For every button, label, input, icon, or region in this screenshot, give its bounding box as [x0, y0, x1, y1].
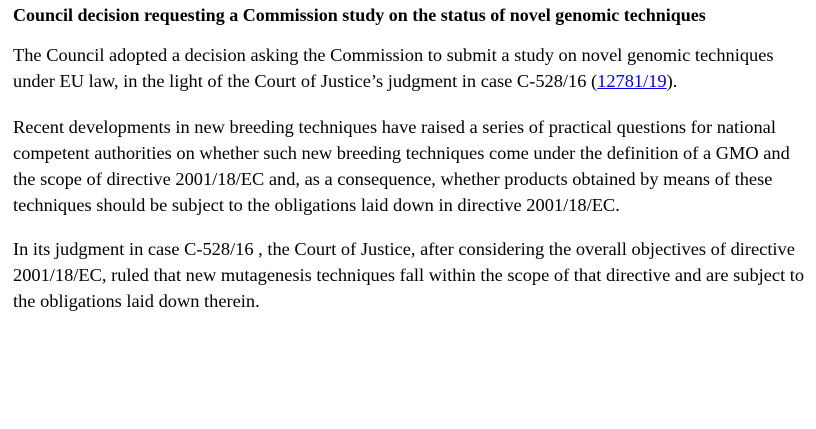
paragraph-intro-suffix: ).: [666, 71, 678, 91]
document-reference-link[interactable]: 12781/19: [597, 71, 667, 91]
article-title: Council decision requesting a Commission study on the status of novel genomic techniques: [13, 5, 706, 25]
paragraph-judgment: In its judgment in case C-528/16 , the Court of Justice, after considering the overall objectives of directive 2001/18/EC, ruled that new mutagenesis techniques fall within the scope of that directive and are subject to the obligations laid down therein.: [13, 239, 805, 311]
paragraph-intro-text: The Council adopted a decision asking the Commission to submit a study on novel genomic techniques under EU law, in the light of the Court of Justice’s judgment in case C-528/16 (: [13, 45, 774, 91]
paragraph-background: Recent developments in new breeding techniques have raised a series of practical questions for national competent authorities on whether such new breeding techniques come under the definition of a GMO and the scope of directive 2001/18/EC and, as a consequence, whether products obtained by means of these techniques should be subject to the obligations laid down in directive 2001/18/EC.: [13, 117, 790, 215]
paragraph-intro: [13, 42, 813, 94]
